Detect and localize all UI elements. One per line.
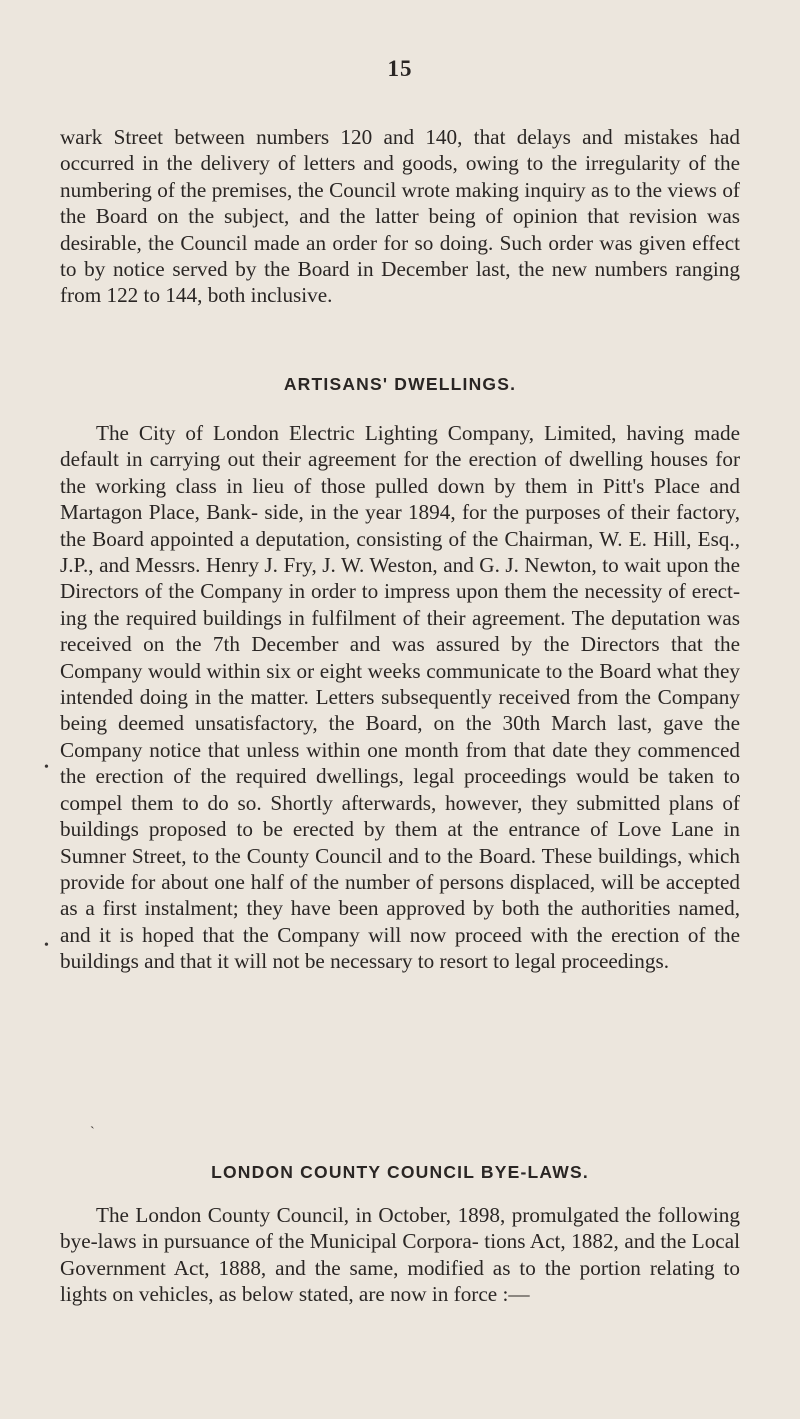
artisans-paragraph-block — [60, 420, 740, 975]
intro-paragraph: wark Street between numbers 120 and 140, that delays and mistakes had occurred in the delivery of letters and goods, owing to the irregularity of the numbering of the premises, the Council wrote making inquiry as to the views of the Board on the subject, and the latter being of opinion that revision was desirable, the Council made an order for so doing. Such order was given effect to by notice served by the Board in December last, the new numbers ranging from 122 to 144, both inclusive. — [60, 125, 740, 308]
margin-mark: • — [44, 938, 49, 953]
artisans-paragraph: The City of London Electric Lighting Company, Limited, having made default in carrying out their agreement for the erection of dwelling houses for the working class in lieu of those pulled down by them in Pitt's Place and Martagon Place, Bank- side, in the year 1894, for the purposes of their factory, the Board appointed a deputation, consisting of the Chairman, W. E. Hill, Esq., J.P., and Messrs. Henry J. Fry, J. W. Weston, and G. J. Newton, to wait upon the Directors of the Company in order to impress upon them the necessity of erect- ing the required buildings in fulfilment of their agreement. The deputation was received on the 7th December and was assured by the Directors that the Company would within six or eight weeks communicate to the Board what they intended doing in the matter. Letters subsequently received from the Company being deemed unsatisfactory, the Board, on the 30th March last, gave the Company notice that unless within one month from that date they commenced the erection of the required dwellings, legal proceedings would be taken to compel them to do so. Shortly afterwards, however, they submitted plans of buildings proposed to be erected by them at the entrance of Love Lane in Sumner Street, to the County Council and to the Board. These buildings, which provide for about one half of the number of persons displaced, will be accepted as a first instalment; they have been approved by both the authorities named, and it is hoped that the Company will now proceed with the erection of the buildings and that it will not be necessary to resort to legal proceedings. — [60, 421, 740, 974]
heading-artisans-dwellings: ARTISANS' DWELLINGS. — [283, 374, 517, 394]
margin-mark: ` — [90, 1125, 95, 1140]
byelaws-paragraph-block — [60, 1202, 740, 1308]
intro-paragraph-block — [60, 124, 740, 309]
margin-mark: • — [44, 760, 49, 775]
page-number: 15 — [387, 56, 413, 81]
byelaws-paragraph: The London County Council, in October, 1898, promulgated the following bye-laws in pursuance of the Municipal Corpora- tions Act, 1882, and the Local Government Act, 1888, and the same, modified as to the portion relating to lights on vehicles, as below stated, are now in force :— — [60, 1203, 740, 1307]
heading-london-county-council-bye-laws: LONDON COUNTY COUNCIL BYE-LAWS. — [211, 1162, 589, 1182]
